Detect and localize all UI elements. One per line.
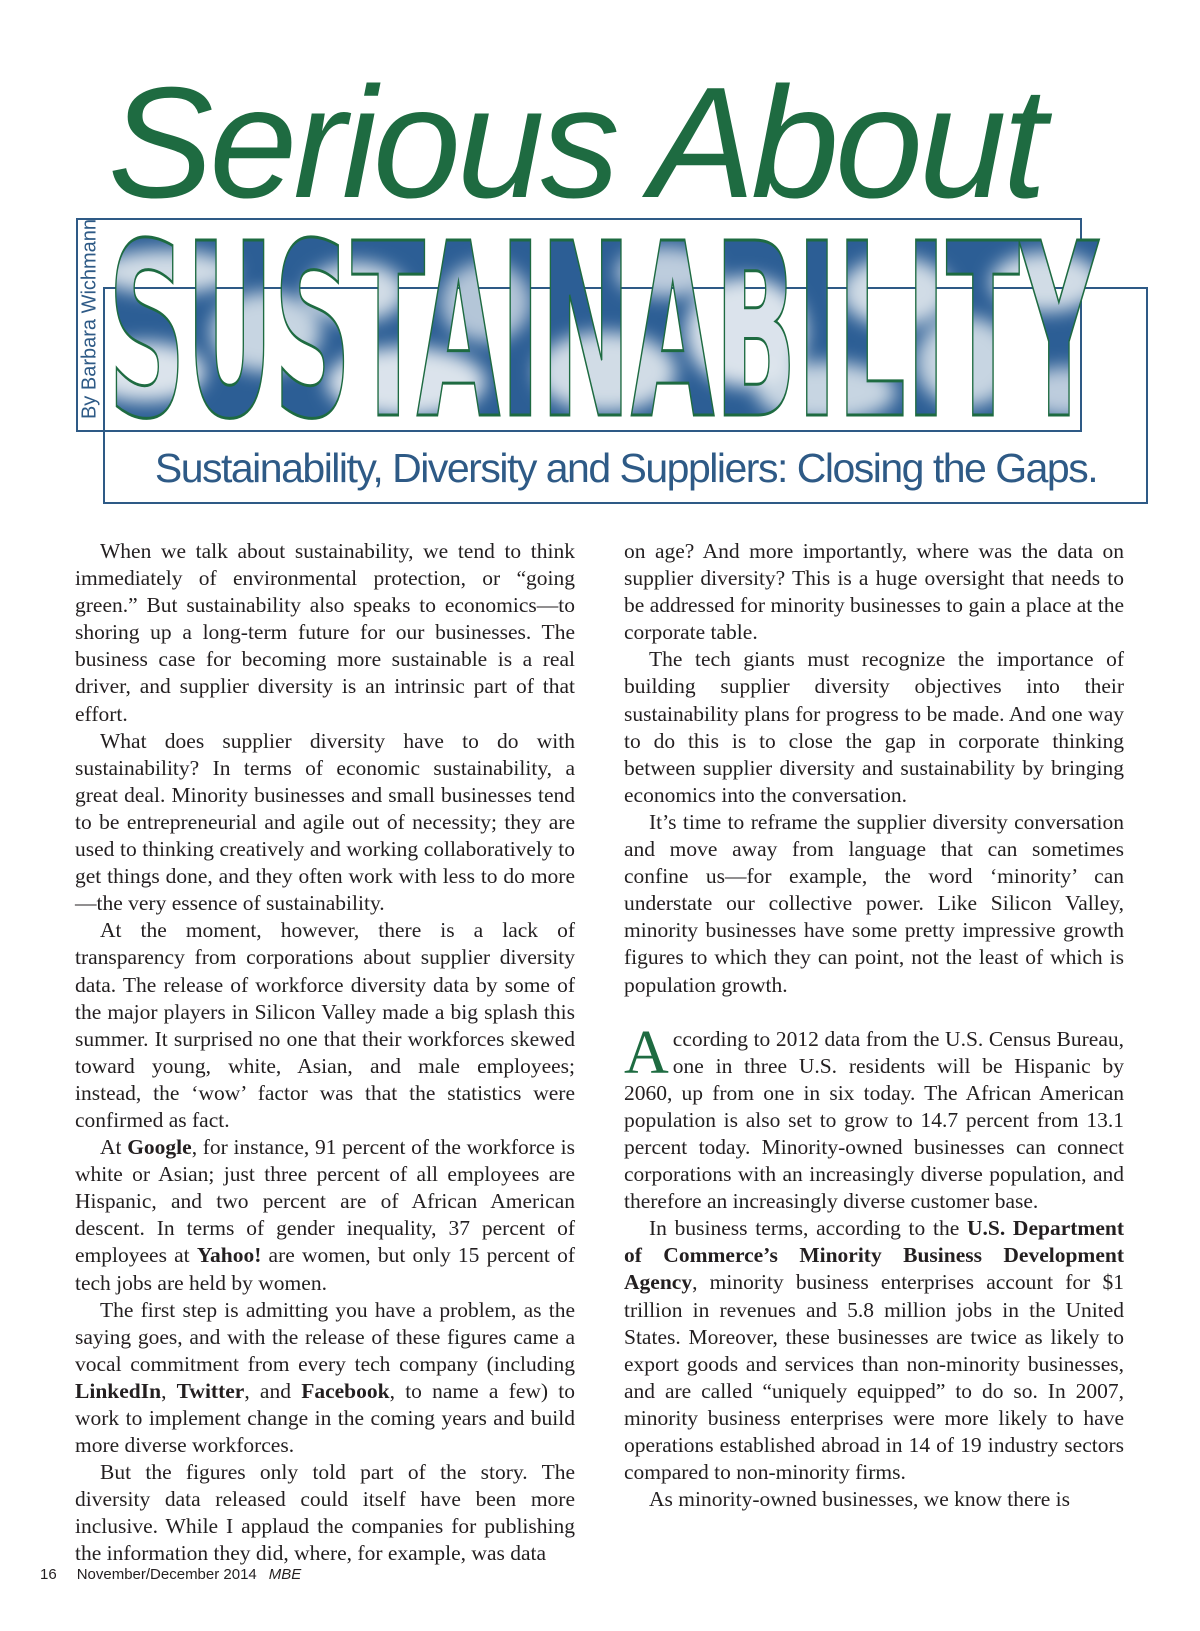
- paragraph: As minority-owned businesses, we know there is: [649, 1487, 1070, 1512]
- company-yahoo: Yahoo!: [196, 1243, 262, 1268]
- paragraph: According to 2012 data from the U.S. Census Bureau, one in three U.S. residents will be Hispanic by 2060, up from one in six today. The African American population is also set to grow to 14.7 percent from 13.1 percent today. Minority-owned businesses can connect corporations with an increasingly diverse population, and therefore an increasingly diverse customer base.: [624, 1018, 1124, 1214]
- paragraph: The first step is admitting you have a problem, as the saying goes, and with the release of these figures came a vocal commitment from every tech company (including LinkedIn, Twitter, and Facebook, to name a few) to work to implement change in the coming years and build more diverse workforces.: [75, 1297, 576, 1458]
- agency-name: U.S. Department of Commerce’s Minority Business Development Agency: [624, 1216, 1124, 1295]
- paragraph: The tech giants must recognize the importance of building supplier diversity objectives into their sustainability plans for progress to be made. And one way to do this is to close the gap in corporate thinking between supplier diversity and sustainability by bringing economics into the conversation.: [624, 647, 1124, 807]
- company-twitter: Twitter: [176, 1378, 245, 1403]
- page-number: 16: [40, 1566, 57, 1583]
- paragraph: When we talk about sustainability, we tend to think immediately of environmental protection, or “going green.” But sustainability also speaks to economics—to shoring up a long-term future for our businesses. The business case for becoming more sustainable is a real driver, and supplier diversity is an intrinsic part of that effort.: [75, 539, 575, 726]
- paragraph: But the figures only told part of the story. The diversity data released could itself have been more inclusive. While I applaud the companies for publishing the information they did, where, for example, was data: [75, 1460, 575, 1566]
- headline-top: Serious About: [108, 55, 1043, 231]
- byline: [76, 220, 104, 418]
- article-column-left: [75, 538, 575, 1568]
- company-linkedin: LinkedIn: [75, 1378, 162, 1403]
- issue-date: November/December 2014: [76, 1566, 257, 1583]
- sky-lettering-graphic: [106, 232, 1101, 422]
- headline-big-word: [106, 232, 1101, 422]
- paragraph: At the moment, however, there is a lack of transparency from corporations about supplier diversity data. The release of workforce diversity data by some of the major players in Silicon Valley made a big splash this summer. It surprised no one that their workforces skewed toward young, white, Asian, and male employees; instead, the ‘wow’ factor was that the statistics were confirmed as fact.: [75, 918, 575, 1132]
- paragraph: In business terms, according to the U.S. Department of Commerce’s Minority Business Development Agency, minority business enterprises account for $1 trillion in revenues and 5.8 million jobs in the United States. Moreover, these businesses are twice as likely to export goods and services than non-minority businesses, and are called “uniquely equipped” to do so. In 2007, minority business enterprises were more likely to have operations established abroad in 14 of 19 industry sectors compared to non-minority firms.: [624, 1216, 1124, 1485]
- paragraph: It’s time to reframe the supplier diversity conversation and move away from language that can sometimes confine us—for example, the word ‘minority’ can understate our collective power. Like Silicon Valley, minority businesses have some pretty impressive growth figures to which they can point, not the least of which is population growth.: [624, 809, 1124, 997]
- paragraph: At Google, for instance, 91 percent of the workforce is white or Asian; just three percent of all employees are Hispanic, and two percent are of African American descent. In terms of gender inequality, 37 percent of employees at Yahoo! are women, but only 15 percent of tech jobs are held by women.: [75, 1135, 575, 1295]
- company-facebook: Facebook: [301, 1378, 390, 1403]
- magazine-name: MBE: [268, 1566, 302, 1583]
- paragraph: What does supplier diversity have to do with sustainability? In terms of economic sustainability, a great deal. Minority businesses and small businesses tend to be entrepreneurial and agile out of necessity; they are used to thinking creatively and working collaboratively to get things done, and they often work with less to do more—the very essence of sustainability.: [75, 728, 575, 916]
- page-footer: [40, 1566, 301, 1583]
- company-google: Google: [127, 1135, 192, 1160]
- paragraph: on age? And more importantly, where was the data on supplier diversity? This is a huge oversight that needs to be addressed for minority businesses to gain a place at the corporate table.: [624, 539, 1124, 645]
- headline-big-text: SUSTAINABILITY: [108, 232, 1100, 422]
- byline-text: By Barbara Wichmann: [78, 218, 101, 420]
- subtitle: Sustainability, Diversity and Suppliers: Closing the Gaps.: [154, 445, 1098, 491]
- drop-cap: A: [624, 1018, 669, 1087]
- article-column-right: [624, 538, 1124, 1513]
